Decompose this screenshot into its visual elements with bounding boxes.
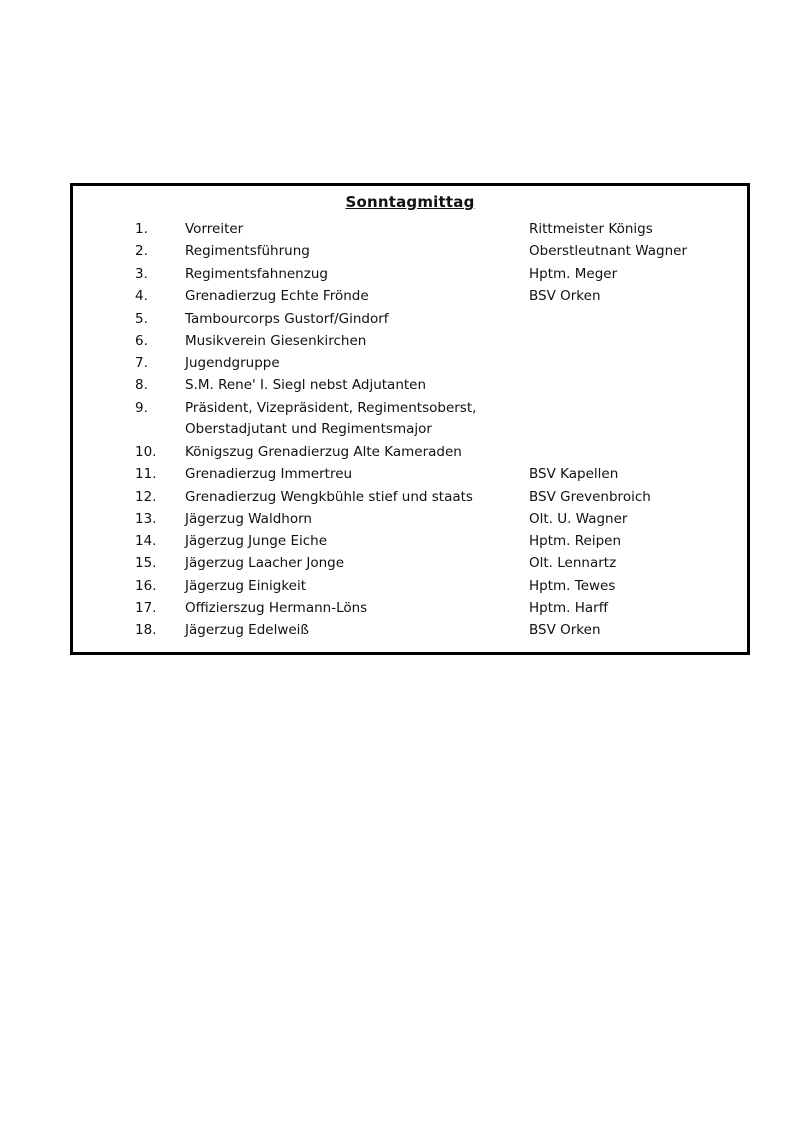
row-number: 7.	[135, 355, 148, 371]
row-number: 5.	[135, 311, 148, 327]
row-name: Grenadierzug Immertreu	[185, 466, 353, 482]
row-number: 17.	[135, 600, 157, 616]
row-name: Oberstadjutant und Regimentsmajor	[185, 421, 432, 437]
row-name: Regimentsführung	[185, 243, 310, 259]
row-leader: Hptm. Meger	[529, 266, 618, 282]
row-name: Präsident, Vizepräsident, Regimentsoberst,	[185, 400, 477, 416]
page-title: Sonntagmittag	[345, 193, 475, 211]
row-number: 11.	[135, 466, 157, 482]
row-leader: Olt. Lennartz	[529, 555, 617, 571]
row-name: Jägerzug Junge Eiche	[185, 533, 328, 549]
row-name: Musikverein Giesenkirchen	[185, 333, 367, 349]
row-leader: BSV Orken	[529, 622, 601, 638]
row-name: Tambourcorps Gustorf/Gindorf	[185, 311, 389, 327]
row-name: Grenadierzug Echte Frönde	[185, 288, 369, 304]
row-leader: Hptm. Reipen	[529, 533, 622, 549]
row-number: 16.	[135, 578, 157, 594]
row-leader: BSV Kapellen	[529, 466, 619, 482]
row-name: Grenadierzug Wengkbühle stief und staats	[185, 489, 473, 505]
row-number: 8.	[135, 377, 148, 393]
row-number: 3.	[135, 266, 148, 282]
row-number: 4.	[135, 288, 148, 304]
row-leader: Olt. U. Wagner	[529, 511, 628, 527]
procession-box	[70, 183, 750, 655]
row-name: Jugendgruppe	[185, 355, 280, 371]
row-leader: BSV Orken	[529, 288, 601, 304]
row-name: Jägerzug Laacher Jonge	[185, 555, 345, 571]
row-number: 12.	[135, 489, 157, 505]
row-name: Jägerzug Waldhorn	[185, 511, 312, 527]
row-name: Königszug Grenadierzug Alte Kameraden	[185, 444, 462, 460]
row-number: 15.	[135, 555, 157, 571]
row-name: Jägerzug Einigkeit	[185, 578, 307, 594]
row-number: 13.	[135, 511, 157, 527]
row-name: Offizierszug Hermann-Löns	[185, 600, 368, 616]
row-leader: Hptm. Harff	[529, 600, 609, 616]
row-number: 14.	[135, 533, 157, 549]
row-number: 18.	[135, 622, 157, 638]
row-name: Regimentsfahnenzug	[185, 266, 328, 282]
row-number: 6.	[135, 333, 148, 349]
row-number: 1.	[135, 221, 148, 237]
row-name: Vorreiter	[185, 221, 244, 237]
row-leader: Rittmeister Königs	[529, 221, 653, 237]
row-leader: Hptm. Tewes	[529, 578, 616, 594]
row-leader: BSV Grevenbroich	[529, 489, 651, 505]
row-name: Jägerzug Edelweiß	[185, 622, 309, 638]
row-leader: Oberstleutnant Wagner	[529, 243, 687, 259]
row-number: 9.	[135, 400, 148, 416]
row-number: 10.	[135, 444, 157, 460]
row-number: 2.	[135, 243, 148, 259]
row-name: S.M. Rene' I. Siegl nebst Adjutanten	[185, 377, 427, 393]
